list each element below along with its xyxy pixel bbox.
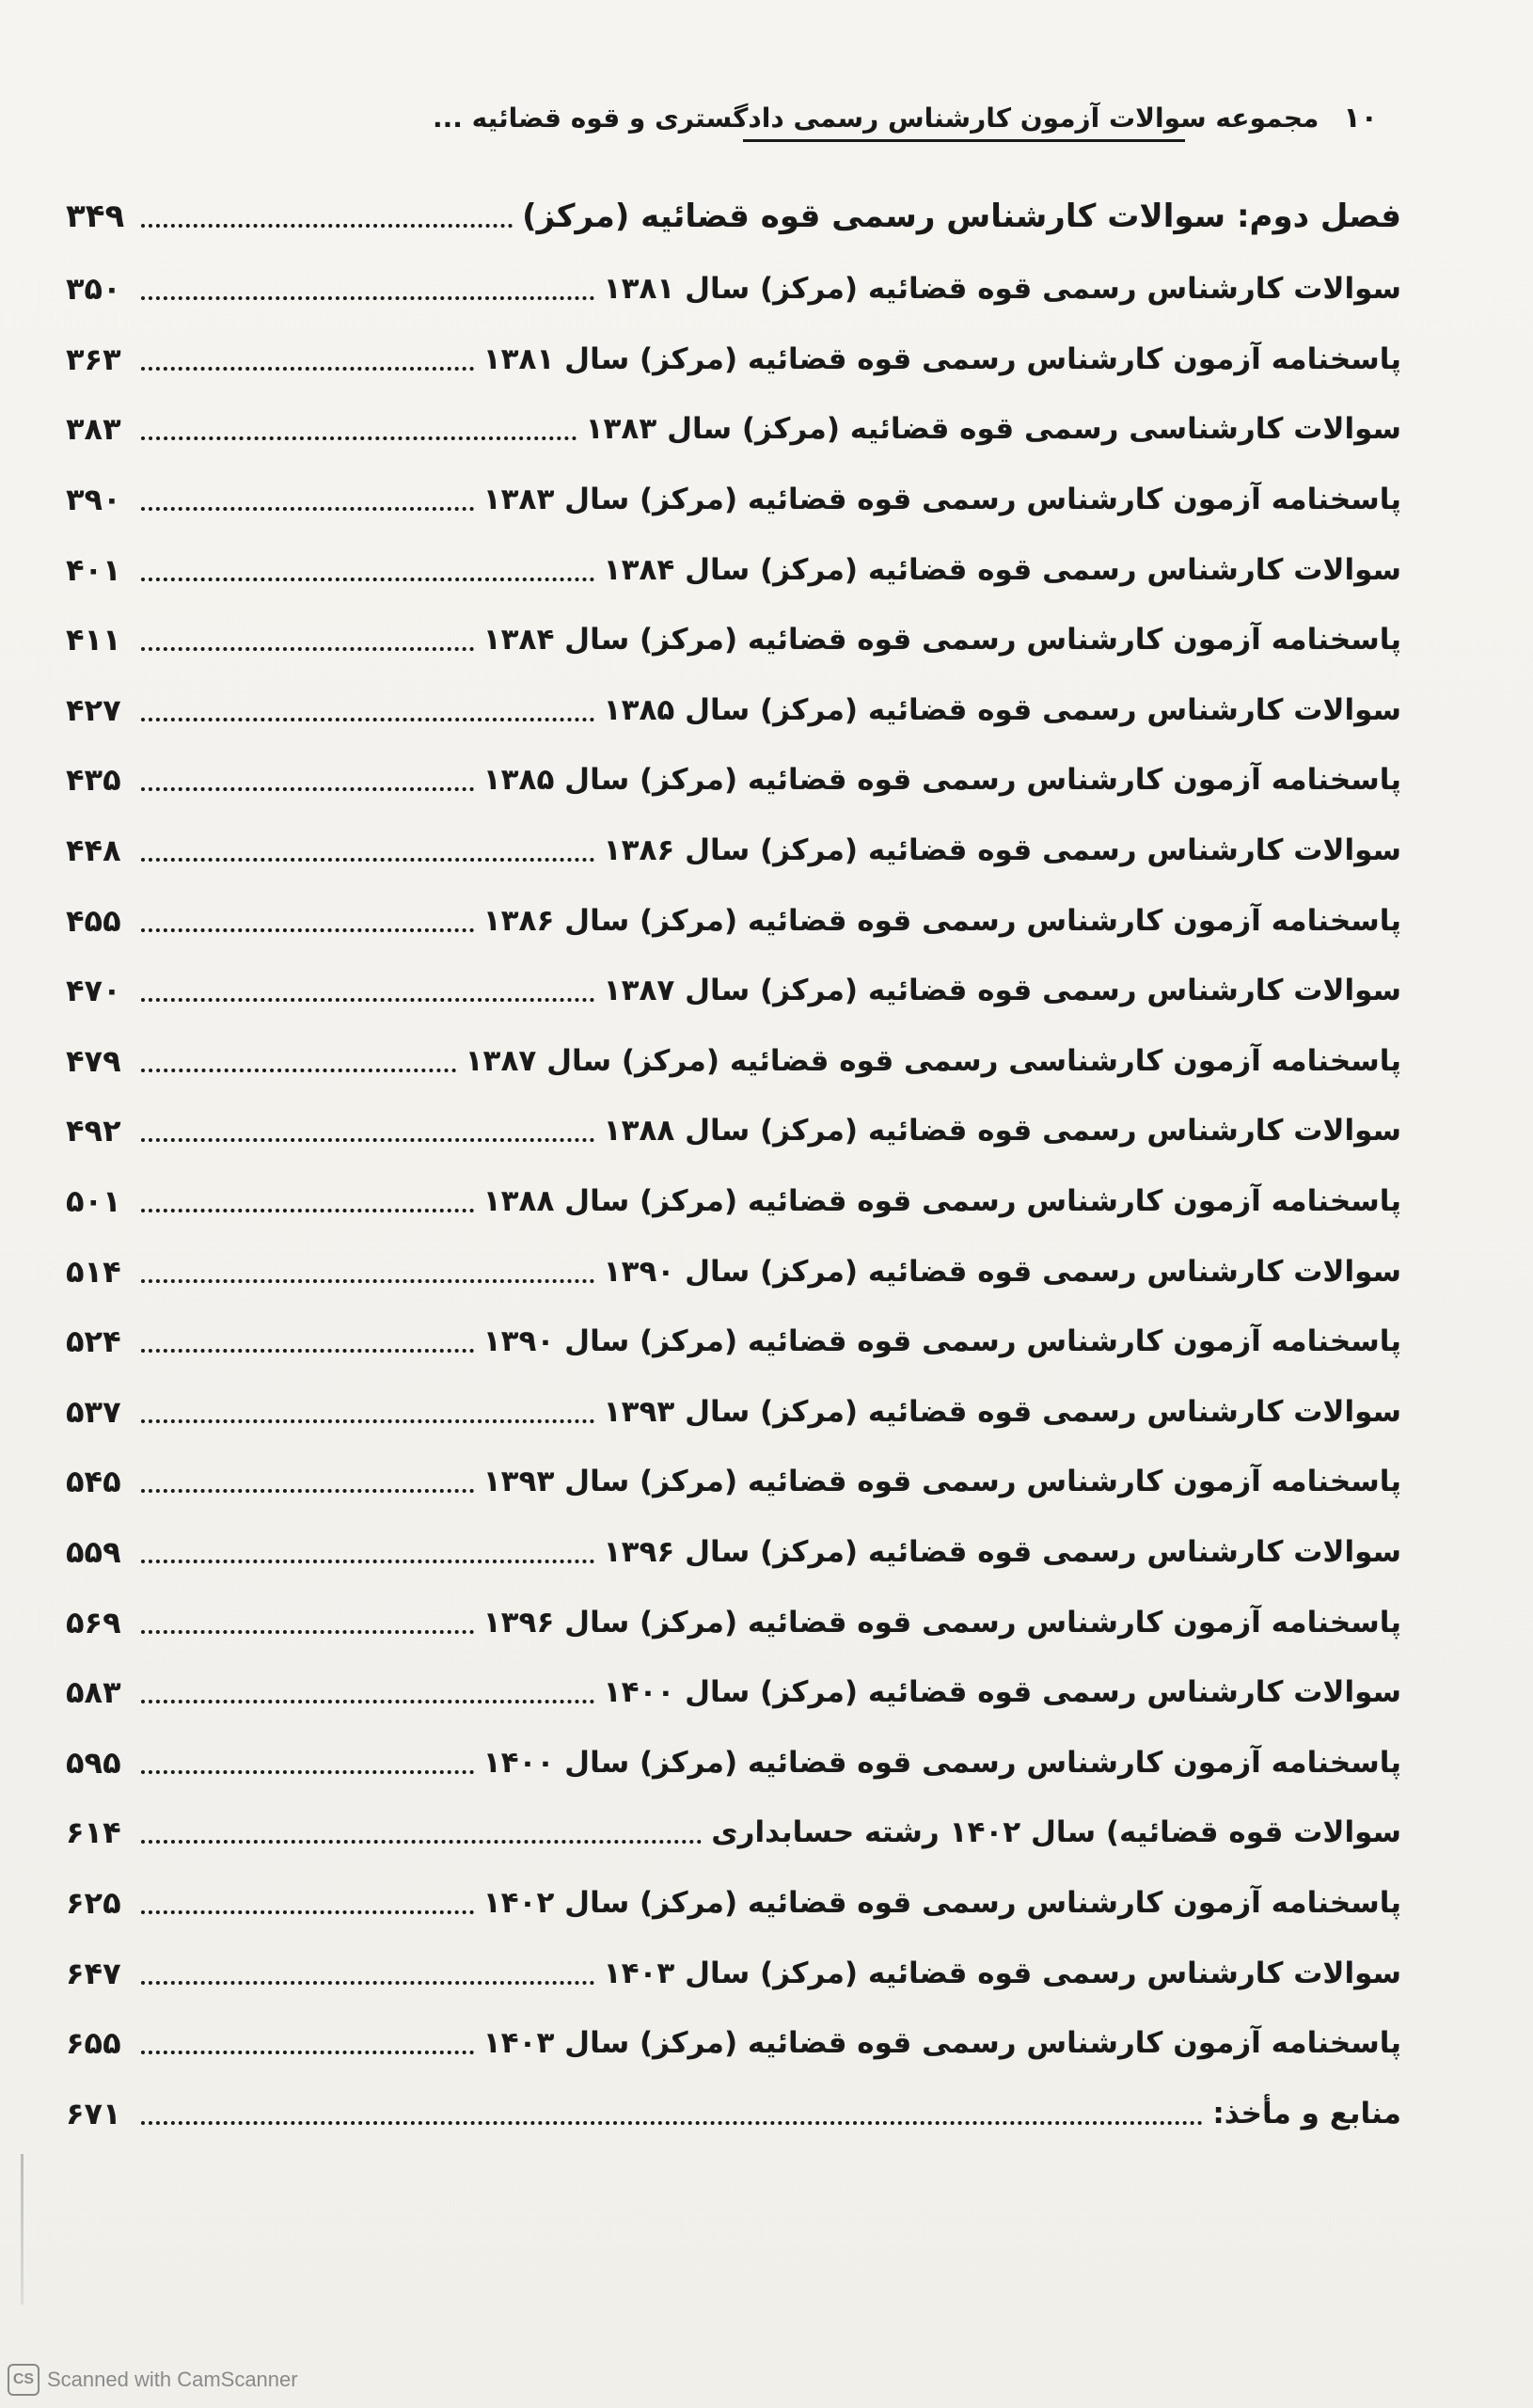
toc-leader-dots: [141, 1770, 474, 1774]
toc-entry-label: سوالات کارشناس رسمی قوه قضائیه (مرکز) سال ۱۳۹۶: [603, 1534, 1401, 1569]
toc-entry-label: سوالات قوه قضائیه) سال ۱۴۰۲ رشته حسابداری: [711, 1815, 1401, 1850]
toc-leader-dots: [141, 1630, 474, 1634]
toc-entry-page: ۳۶۳: [66, 341, 121, 377]
toc-leader-dots: [141, 787, 474, 791]
toc-leader-dots: [141, 647, 474, 651]
toc-entry-page: ۵۵۹: [66, 1533, 121, 1570]
toc-entry: [66, 1657, 1401, 1728]
toc-entry-label: سوالات کارشناس رسمی قوه قضائیه (مرکز) سال ۱۳۸۷: [603, 974, 1401, 1008]
toc-entry-label: پاسخنامه آزمون کارشناس رسمی قوه قضائیه (مرکز) سال ۱۳۸۱: [482, 341, 1401, 376]
toc-leader-dots: [141, 1840, 702, 1844]
toc-entry: [66, 885, 1401, 956]
toc-entry: [66, 1096, 1401, 1166]
toc-chapter-heading: [66, 179, 1401, 254]
running-header: [433, 94, 1378, 141]
toc-leader-dots: [141, 1981, 594, 1985]
toc-entry: [66, 675, 1401, 746]
toc-entry: [66, 745, 1401, 816]
toc-entry-label: پاسخنامه آزمون کارشناس رسمی قوه قضائیه (مرکز) سال ۱۳۹۶: [482, 1605, 1401, 1640]
toc-entry-label: سوالات کارشناس رسمی قوه قضائیه (مرکز) سال ۱۳۸۴: [603, 552, 1401, 587]
toc-entry: [66, 1236, 1401, 1307]
toc-leader-dots: [141, 998, 594, 1002]
scanner-watermark-text: Scanned with CamScanner: [47, 2368, 298, 2391]
toc-entry-label: پاسخنامه آزمون کارشناسی رسمی قوه قضائیه (مرکز) سال ۱۳۸۷: [465, 1043, 1401, 1078]
toc-leader-dots: [141, 224, 513, 228]
toc-leader-dots: [141, 296, 594, 300]
toc-entry-label: سوالات کارشناس رسمی قوه قضائیه (مرکز) سال ۱۳۸۱: [603, 272, 1401, 307]
toc-entry-page: ۵۶۹: [66, 1604, 121, 1640]
toc-entry-label: پاسخنامه آزمون کارشناس رسمی قوه قضائیه (مرکز) سال ۱۳۹۳: [482, 1465, 1401, 1499]
toc-entry-page: ۵۸۳: [66, 1674, 121, 1711]
toc-entry-label: سوالات کارشناس رسمی قوه قضائیه (مرکز) سال ۱۴۰۰: [603, 1675, 1401, 1710]
toc-leader-dots: [141, 1700, 594, 1703]
toc-leader-dots: [141, 367, 474, 371]
toc-entry: [66, 465, 1401, 535]
toc-entry: [66, 1377, 1401, 1448]
toc-entry: [66, 1447, 1401, 1517]
toc-entry-page: ۴۰۱: [66, 551, 121, 588]
toc-entry-label: پاسخنامه آزمون کارشناس رسمی قوه قضائیه (مرکز) سال ۱۳۸۳: [482, 483, 1401, 517]
toc-entry: [66, 956, 1401, 1026]
toc-leader-dots: [141, 1489, 474, 1493]
toc-entry-label: سوالات کارشناسی رسمی قوه قضائیه (مرکز) سال ۱۳۸۳: [585, 412, 1401, 447]
toc-entry: [66, 534, 1401, 605]
toc-entry-label: سوالات کارشناس رسمی قوه قضائیه (مرکز) سال ۱۳۸۶: [603, 833, 1401, 868]
toc-entry: [66, 325, 1401, 395]
toc-entry-page: ۶۱۴: [66, 1814, 121, 1851]
toc-entry-list: [66, 254, 1401, 2148]
toc-entry-label: سوالات کارشناس رسمی قوه قضائیه (مرکز) سال ۱۳۹۳: [603, 1394, 1401, 1429]
toc-leader-dots: [141, 507, 474, 511]
toc-chapter-page: ۳۴۹: [66, 198, 125, 235]
header-title: مجموعه سوالات آزمون کارشناس رسمی دادگستری و قوه قضائیه ...: [433, 102, 1320, 134]
header-underline: [743, 139, 1185, 142]
toc-entry-page: ۵۳۷: [66, 1393, 121, 1430]
toc-entry: [66, 1026, 1401, 1097]
toc-entry-label: سوالات کارشناس رسمی قوه قضائیه (مرکز) سال ۱۳۹۰: [603, 1254, 1401, 1289]
toc-entry-page: ۵۰۱: [66, 1183, 121, 1220]
toc-entry: [66, 1587, 1401, 1657]
scan-edge-mark: [21, 2154, 24, 2305]
toc-entry-label: سوالات کارشناس رسمی قوه قضائیه (مرکز) سال ۱۳۸۵: [603, 692, 1401, 727]
toc-entry-label: منابع و مأخذ:: [1212, 2096, 1401, 2131]
toc-leader-dots: [141, 1349, 474, 1353]
toc-entry-page: ۵۲۴: [66, 1323, 121, 1360]
toc-leader-dots: [141, 1910, 474, 1914]
toc-entry-page: ۶۵۵: [66, 2025, 121, 2062]
toc-leader-dots: [141, 1138, 594, 1142]
toc-entry-label: پاسخنامه آزمون کارشناس رسمی قوه قضائیه (مرکز) سال ۱۳۸۶: [482, 903, 1401, 938]
toc-entry-label: سوالات کارشناس رسمی قوه قضائیه (مرکز) سال ۱۳۸۸: [603, 1114, 1401, 1149]
toc-entry-page: ۴۱۱: [66, 622, 121, 658]
toc-entry-page: ۶۷۱: [66, 2095, 121, 2131]
toc-entry-label: پاسخنامه آزمون کارشناس رسمی قوه قضائیه (مرکز) سال ۱۳۸۵: [482, 763, 1401, 798]
toc-entry-label: پاسخنامه آزمون کارشناس رسمی قوه قضائیه (مرکز) سال ۱۴۰۲: [482, 1885, 1401, 1920]
toc-chapter-label: فصل دوم: سوالات کارشناس رسمی قوه قضائیه (مرکز): [522, 198, 1401, 235]
toc-entry-page: ۵۱۴: [66, 1253, 121, 1290]
toc-entry: [66, 816, 1401, 886]
toc-entry-label: سوالات کارشناس رسمی قوه قضائیه (مرکز) سال ۱۴۰۳: [603, 1956, 1401, 1990]
toc-entry: [66, 2078, 1401, 2148]
toc-entry: [66, 1517, 1401, 1588]
toc-leader-dots: [141, 2051, 474, 2054]
toc-entry: [66, 1868, 1401, 1939]
toc-entry-page: ۳۵۰: [66, 271, 121, 308]
toc-entry-page: ۴۹۲: [66, 1113, 121, 1149]
toc-entry-page: ۶۲۵: [66, 1884, 121, 1921]
table-of-contents: [66, 179, 1401, 2148]
toc-entry-label: پاسخنامه آزمون کارشناس رسمی قوه قضائیه (مرکز) سال ۱۳۸۸: [482, 1184, 1401, 1219]
scanner-watermark: [8, 2363, 298, 2397]
toc-entry-page: ۳۸۳: [66, 411, 121, 448]
toc-leader-dots: [141, 1209, 474, 1212]
toc-entry-page: ۴۲۷: [66, 691, 121, 728]
toc-leader-dots: [141, 1069, 456, 1072]
toc-entry-page: ۴۷۹: [66, 1042, 121, 1079]
toc-leader-dots: [141, 858, 594, 862]
toc-entry: [66, 394, 1401, 465]
toc-entry: [66, 2008, 1401, 2079]
toc-entry-page: ۴۵۵: [66, 902, 121, 939]
toc-entry: [66, 1798, 1401, 1868]
toc-entry: [66, 254, 1401, 325]
toc-entry: [66, 605, 1401, 675]
header-page-number: ۱۰: [1343, 101, 1378, 135]
toc-entry-label: پاسخنامه آزمون کارشناس رسمی قوه قضائیه (مرکز) سال ۱۴۰۰: [482, 1745, 1401, 1780]
toc-leader-dots: [141, 1419, 594, 1423]
toc-leader-dots: [141, 1279, 594, 1283]
camscanner-logo-icon: CS: [8, 2364, 40, 2396]
toc-entry-page: ۴۳۵: [66, 762, 121, 799]
toc-leader-dots: [141, 928, 474, 932]
toc-entry-page: ۳۹۰: [66, 482, 121, 518]
toc-entry: [66, 1727, 1401, 1798]
toc-entry-page: ۴۷۰: [66, 973, 121, 1009]
toc-entry-label: پاسخنامه آزمون کارشناس رسمی قوه قضائیه (مرکز) سال ۱۳۸۴: [482, 623, 1401, 657]
toc-leader-dots: [141, 2121, 1203, 2125]
toc-entry: [66, 1166, 1401, 1237]
toc-entry: [66, 1938, 1401, 2008]
toc-entry-page: ۵۹۵: [66, 1744, 121, 1781]
toc-leader-dots: [141, 578, 594, 581]
toc-leader-dots: [141, 718, 594, 721]
toc-entry-label: پاسخنامه آزمون کارشناس رسمی قوه قضائیه (مرکز) سال ۱۳۹۰: [482, 1324, 1401, 1359]
toc-entry: [66, 1307, 1401, 1377]
toc-leader-dots: [141, 1560, 594, 1563]
toc-entry-page: ۴۴۸: [66, 832, 121, 869]
toc-entry-label: پاسخنامه آزمون کارشناس رسمی قوه قضائیه (مرکز) سال ۱۴۰۳: [482, 2026, 1401, 2061]
toc-entry-page: ۵۴۵: [66, 1464, 121, 1500]
toc-entry-page: ۶۴۷: [66, 1955, 121, 1991]
toc-leader-dots: [141, 436, 577, 440]
